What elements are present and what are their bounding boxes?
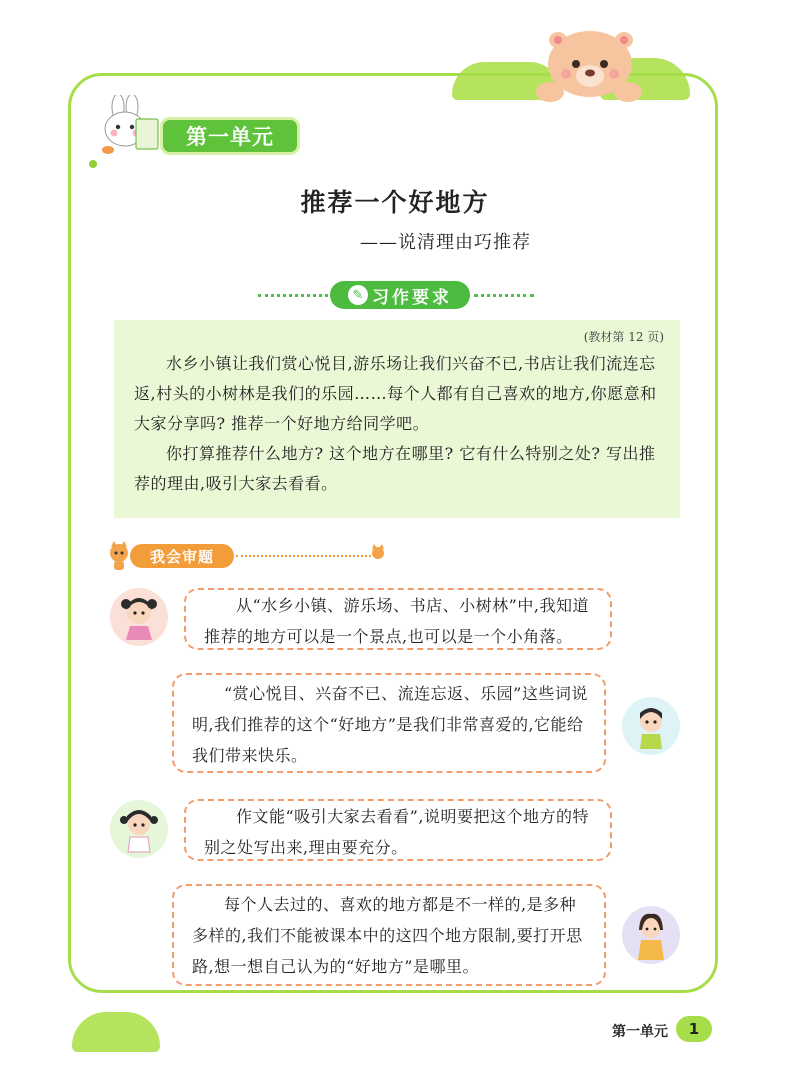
speech-bubble (184, 799, 612, 861)
fox-small-icon (368, 543, 388, 563)
pencil-icon: ✎ (348, 285, 368, 305)
speech-text: 从“水乡小镇、游乐场、书店、小树林”中,我知道推荐的地方可以是一个景点,也可以是一个小角落。 (204, 596, 589, 646)
requirements-label: 习作要求 (372, 287, 452, 308)
woman-avatar-icon (622, 906, 680, 964)
frame-dot (89, 160, 97, 168)
girl-avatar (110, 588, 168, 646)
requirement-paragraph: 你打算推荐什么地方? 这个地方在哪里? 它有什么特别之处? 写出推荐的理由,吸引大家去看看。 (134, 444, 656, 493)
speech-text: 每个人去过的、喜欢的地方都是不一样的,是多种多样的,我们不能被课本中的这四个地方限制,要打开思路,想一想自己认为的“好地方”是哪里。 (192, 895, 583, 976)
requirements-pill (330, 281, 470, 309)
girl-ponytail-avatar (110, 800, 168, 858)
speech-text: “赏心悦目、兴奋不已、流连忘返、乐园”这些词说明,我们推荐的这个“好地方”是我们非常喜爱的,它能给我们带来快乐。 (192, 684, 588, 765)
dotted-divider-left (258, 294, 328, 297)
girl-avatar-icon (110, 588, 168, 646)
woman-avatar (622, 906, 680, 964)
dotted-divider-right (474, 294, 534, 297)
page-number: 1 (676, 1016, 712, 1042)
fox-icon (106, 541, 132, 571)
unit-tag: 第一单元 (160, 117, 300, 155)
textbook-reference: (教材第 12 页) (583, 330, 664, 344)
boy-avatar-icon (622, 697, 680, 755)
page-title: 推荐一个好地方 (300, 188, 490, 217)
boy-avatar (622, 697, 680, 755)
speech-text: 作文能“吸引大家去看看”,说明要把这个地方的特别之处写出来,理由要充分。 (204, 807, 589, 857)
speech-bubble (172, 673, 606, 773)
page-subtitle: ——说清理由巧推荐 (360, 232, 531, 253)
requirement-paragraph: 水乡小镇让我们赏心悦目,游乐场让我们兴奋不已,书店让我们流连忘返,村头的小树林是我们的乐园……每个人都有自己喜欢的地方,你愿意和大家分享吗? 推荐一个好地方给同学吧。 (134, 354, 657, 433)
bunny-mascot-icon (96, 95, 166, 157)
review-section-header (106, 541, 396, 571)
bear-mascot-icon (528, 30, 646, 108)
requirements-box (114, 320, 680, 518)
speech-bubble (184, 588, 612, 650)
review-label: 我会审题 (130, 544, 234, 568)
footer-unit-label: 第一单元 (612, 1024, 668, 1040)
requirements-header (258, 280, 533, 310)
review-dotted-line (236, 555, 371, 557)
girl-ponytail-avatar-icon (110, 800, 168, 858)
bottom-cloud (72, 1012, 160, 1052)
speech-bubble (172, 884, 606, 986)
